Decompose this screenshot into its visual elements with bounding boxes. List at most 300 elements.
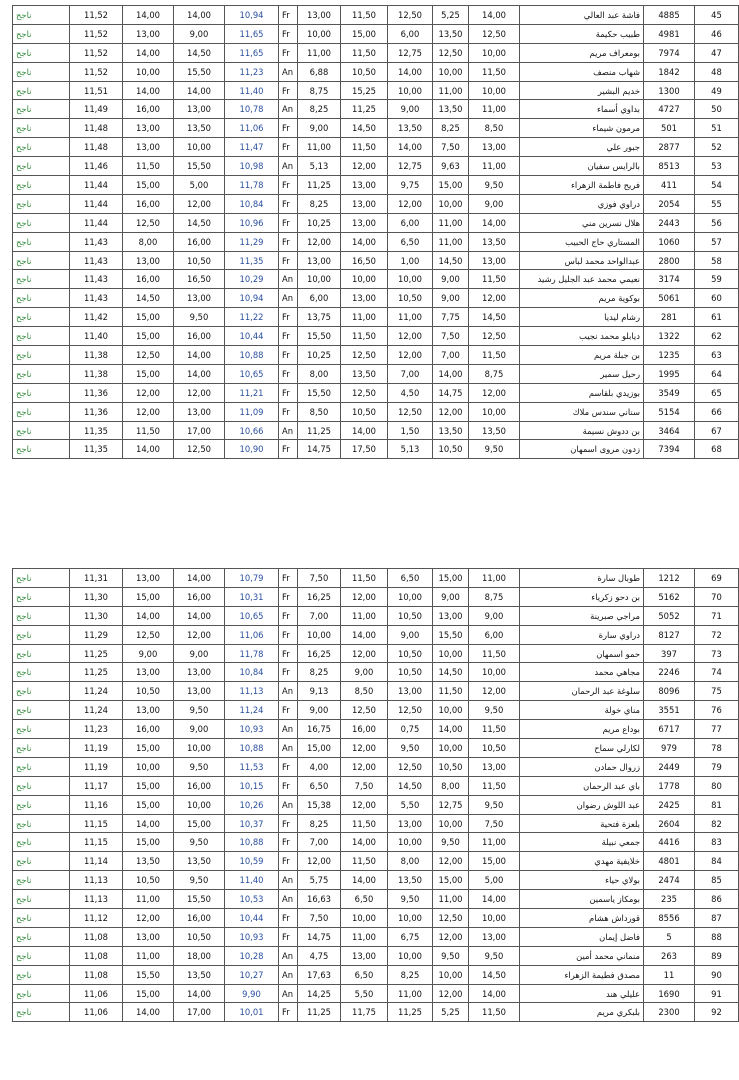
grade-cell: 6,50 [341,965,388,984]
average-cell: 11,06 [70,984,123,1003]
grade-cell: 7,50 [469,814,520,833]
table-row [13,383,739,402]
grade-cell: 11,00 [433,81,469,100]
student-name-cell: بن جبلة مريم [520,346,644,365]
table-row [13,909,739,928]
score-cell: 11,53 [225,757,279,776]
average-cell: 11,36 [70,402,123,421]
grade-cell: 15,50 [174,890,225,909]
status-cell: ناجح [13,346,70,365]
grade-cell: 14,50 [469,308,520,327]
table-row [13,890,739,909]
grade-cell: 12,00 [388,327,433,346]
grade-cell: 12,00 [469,289,520,308]
table-row [13,984,739,1003]
grade-cell: 13,50 [174,852,225,871]
student-name-cell: جمعي نبيلة [520,833,644,852]
language-cell: An [279,100,298,119]
language-cell: An [279,946,298,965]
student-id-cell: 2443 [644,213,695,232]
rank-cell: 84 [695,852,739,871]
grade-cell: 15,00 [123,833,174,852]
student-id-cell: 4727 [644,100,695,119]
language-cell: Fr [279,6,298,25]
grade-cell: 14,00 [123,6,174,25]
student-name-cell: نعيمي محمد عبد الجليل رشيد [520,270,644,289]
grade-cell: 11,00 [469,100,520,119]
student-id-cell: 2800 [644,251,695,270]
table-row [13,701,739,720]
average-cell: 11,44 [70,194,123,213]
rank-cell: 76 [695,701,739,720]
grade-cell: 7,75 [433,308,469,327]
average-cell: 11,25 [70,644,123,663]
status-cell: ناجح [13,440,70,459]
average-cell: 11,43 [70,232,123,251]
grade-cell: 14,50 [123,289,174,308]
average-cell: 11,52 [70,43,123,62]
grade-cell: 9,50 [174,308,225,327]
grade-cell: 9,00 [469,194,520,213]
average-cell: 11,24 [70,701,123,720]
status-cell: ناجح [13,6,70,25]
status-cell: ناجح [13,739,70,758]
average-cell: 11,43 [70,270,123,289]
rank-cell: 82 [695,814,739,833]
grade-cell: 9,50 [174,833,225,852]
grade-cell: 11,00 [388,308,433,327]
rank-cell: 48 [695,62,739,81]
grade-cell: 8,75 [298,81,341,100]
average-cell: 11,13 [70,890,123,909]
grade-cell: 11,25 [388,1003,433,1022]
student-name-cell: بولاي حياء [520,871,644,890]
rank-cell: 68 [695,440,739,459]
grade-cell: 10,00 [298,24,341,43]
student-id-cell: 8127 [644,625,695,644]
student-id-cell: 979 [644,739,695,758]
status-cell: ناجح [13,984,70,1003]
grade-cell: 12,50 [388,402,433,421]
grade-cell: 14,00 [469,890,520,909]
student-name-cell: فاضل إيمان [520,927,644,946]
grade-cell: 11,50 [341,6,388,25]
student-name-cell: زروال حمادن [520,757,644,776]
rank-cell: 90 [695,965,739,984]
student-name-cell: بلعزة فتحية [520,814,644,833]
status-cell: ناجح [13,663,70,682]
student-name-cell: ديابلو محمد نجيب [520,327,644,346]
table-row [13,251,739,270]
grade-cell: 7,00 [298,606,341,625]
student-id-cell: 5154 [644,402,695,421]
grade-cell: 10,00 [433,965,469,984]
student-name-cell: خلايفية مهدي [520,852,644,871]
grade-cell: 13,00 [123,663,174,682]
student-name-cell: هلال نسرين مني [520,213,644,232]
grade-cell: 13,50 [469,232,520,251]
grade-cell: 7,50 [433,327,469,346]
grade-cell: 7,00 [388,364,433,383]
student-id-cell: 5061 [644,289,695,308]
grade-cell: 13,00 [469,138,520,157]
average-cell: 11,31 [70,569,123,588]
grade-cell: 13,00 [123,251,174,270]
grade-cell: 16,50 [174,270,225,289]
grade-cell: 14,50 [433,663,469,682]
grade-cell: 6,50 [388,232,433,251]
rank-cell: 66 [695,402,739,421]
rank-cell: 70 [695,587,739,606]
status-cell: ناجح [13,795,70,814]
student-id-cell: 2425 [644,795,695,814]
table-row [13,871,739,890]
grade-cell: 11,00 [341,606,388,625]
grade-cell: 12,00 [123,909,174,928]
table-row [13,346,739,365]
student-name-cell: بوداع مريم [520,720,644,739]
average-cell: 11,35 [70,440,123,459]
grade-cell: 11,00 [388,984,433,1003]
grade-cell: 9,00 [341,663,388,682]
grade-cell: 8,00 [433,776,469,795]
average-cell: 11,44 [70,176,123,195]
student-id-cell: 1778 [644,776,695,795]
average-cell: 11,14 [70,852,123,871]
score-cell: 10,88 [225,739,279,758]
grade-cell: 12,75 [388,43,433,62]
grade-cell: 14,00 [341,232,388,251]
grade-cell: 10,00 [174,138,225,157]
student-name-cell: عليلي هند [520,984,644,1003]
grade-cell: 10,00 [388,270,433,289]
status-cell: ناجح [13,1003,70,1022]
grade-cell: 6,75 [388,927,433,946]
grade-cell: 9,00 [298,701,341,720]
rank-cell: 54 [695,176,739,195]
grade-cell: 15,00 [123,364,174,383]
language-cell: Fr [279,606,298,625]
grade-cell: 12,00 [123,383,174,402]
table-row [13,157,739,176]
grade-cell: 10,25 [298,213,341,232]
grade-cell: 14,00 [341,421,388,440]
student-id-cell: 2449 [644,757,695,776]
grade-cell: 4,00 [298,757,341,776]
grade-cell: 11,00 [298,138,341,157]
grade-cell: 12,50 [341,701,388,720]
score-cell: 9,90 [225,984,279,1003]
grade-cell: 8,50 [469,119,520,138]
grade-cell: 9,50 [388,890,433,909]
student-id-cell: 2604 [644,814,695,833]
table-row [13,814,739,833]
grade-cell: 10,50 [174,927,225,946]
student-name-cell: بلبكري مريم [520,1003,644,1022]
grade-cell: 12,00 [433,927,469,946]
table-row [13,308,739,327]
grade-cell: 8,50 [298,402,341,421]
average-cell: 11,17 [70,776,123,795]
grade-cell: 13,00 [298,251,341,270]
grade-cell: 14,00 [174,346,225,365]
status-cell: ناجح [13,587,70,606]
grade-cell: 15,50 [123,965,174,984]
grade-cell: 9,50 [469,946,520,965]
grade-cell: 13,00 [123,24,174,43]
grade-cell: 10,50 [433,440,469,459]
status-cell: ناجح [13,81,70,100]
grade-cell: 1,00 [388,251,433,270]
grade-cell: 10,00 [469,909,520,928]
grade-cell: 13,00 [123,927,174,946]
grade-cell: 15,00 [174,814,225,833]
grade-cell: 12,00 [341,795,388,814]
rank-cell: 55 [695,194,739,213]
rank-cell: 47 [695,43,739,62]
grade-cell: 12,50 [123,346,174,365]
average-cell: 11,35 [70,421,123,440]
table-row [13,625,739,644]
student-id-cell: 2054 [644,194,695,213]
status-cell: ناجح [13,644,70,663]
status-cell: ناجح [13,569,70,588]
grade-cell: 15,00 [341,24,388,43]
student-id-cell: 4981 [644,24,695,43]
grade-cell: 13,00 [298,6,341,25]
grade-cell: 13,50 [388,119,433,138]
score-cell: 10,44 [225,909,279,928]
average-cell: 11,42 [70,308,123,327]
student-name-cell: جبور علي [520,138,644,157]
rank-cell: 74 [695,663,739,682]
grade-cell: 14,00 [469,984,520,1003]
grade-cell: 7,50 [298,909,341,928]
grade-cell: 11,00 [433,890,469,909]
language-cell: Fr [279,81,298,100]
score-cell: 10,31 [225,587,279,606]
average-cell: 11,06 [70,1003,123,1022]
grade-cell: 9,50 [469,440,520,459]
grade-cell: 13,50 [388,871,433,890]
grade-cell: 10,50 [174,251,225,270]
student-id-cell: 4885 [644,6,695,25]
grade-cell: 15,50 [298,383,341,402]
language-cell: Fr [279,927,298,946]
score-cell: 10,96 [225,213,279,232]
score-cell: 10,37 [225,814,279,833]
grade-cell: 6,00 [298,289,341,308]
student-name-cell: حمو اسمهان [520,644,644,663]
score-cell: 11,40 [225,81,279,100]
grade-cell: 6,00 [469,625,520,644]
table-row [13,176,739,195]
grade-cell: 9,50 [469,795,520,814]
table-row [13,720,739,739]
grade-cell: 12,50 [469,327,520,346]
grade-cell: 13,00 [341,194,388,213]
student-id-cell: 3464 [644,421,695,440]
status-cell: ناجح [13,421,70,440]
grade-cell: 13,00 [388,814,433,833]
grade-cell: 17,63 [298,965,341,984]
score-cell: 10,94 [225,6,279,25]
score-cell: 11,78 [225,176,279,195]
student-id-cell: 3549 [644,383,695,402]
student-id-cell: 3551 [644,701,695,720]
rank-cell: 88 [695,927,739,946]
status-cell: ناجح [13,364,70,383]
grade-cell: 13,00 [341,176,388,195]
grade-cell: 10,50 [469,739,520,758]
grade-cell: 12,00 [174,625,225,644]
grade-cell: 11,50 [469,644,520,663]
rank-cell: 73 [695,644,739,663]
student-id-cell: 397 [644,644,695,663]
grade-cell: 11,50 [341,327,388,346]
status-cell: ناجح [13,138,70,157]
status-cell: ناجح [13,100,70,119]
language-cell: Fr [279,346,298,365]
grade-cell: 10,00 [433,644,469,663]
grade-cell: 5,50 [341,984,388,1003]
status-cell: ناجح [13,270,70,289]
grade-cell: 6,50 [388,569,433,588]
student-name-cell: مراجي صبرينة [520,606,644,625]
grade-cell: 11,00 [433,232,469,251]
grade-cell: 9,00 [388,625,433,644]
grade-cell: 12,50 [123,213,174,232]
score-cell: 11,40 [225,871,279,890]
student-id-cell: 8513 [644,157,695,176]
grade-cell: 15,00 [123,739,174,758]
language-cell: Fr [279,814,298,833]
grade-cell: 15,00 [123,587,174,606]
grade-cell: 14,00 [174,6,225,25]
average-cell: 11,40 [70,327,123,346]
grade-cell: 16,00 [341,720,388,739]
score-cell: 11,06 [225,119,279,138]
status-cell: ناجح [13,852,70,871]
grade-cell: 7,50 [298,569,341,588]
grade-cell: 9,13 [298,682,341,701]
student-id-cell: 263 [644,946,695,965]
student-name-cell: سناني سندس ملاك [520,402,644,421]
grade-cell: 12,75 [388,157,433,176]
grade-cell: 12,00 [388,194,433,213]
grade-cell: 16,00 [174,327,225,346]
grade-cell: 12,00 [341,157,388,176]
score-cell: 11,65 [225,43,279,62]
grade-cell: 13,50 [433,24,469,43]
grade-cell: 8,50 [341,682,388,701]
rank-cell: 75 [695,682,739,701]
grade-cell: 7,00 [298,833,341,852]
grade-cell: 6,50 [298,776,341,795]
score-cell: 10,93 [225,927,279,946]
grade-cell: 10,50 [433,757,469,776]
grade-cell: 6,00 [388,213,433,232]
grade-cell: 11,50 [341,43,388,62]
grade-cell: 14,75 [433,383,469,402]
average-cell: 11,19 [70,739,123,758]
rank-cell: 53 [695,157,739,176]
language-cell: An [279,62,298,81]
grade-cell: 13,50 [174,119,225,138]
grade-cell: 13,50 [433,100,469,119]
grade-cell: 8,25 [298,100,341,119]
table-row [13,213,739,232]
student-id-cell: 5162 [644,587,695,606]
grade-cell: 16,00 [174,587,225,606]
grade-cell: 16,00 [174,909,225,928]
rank-cell: 50 [695,100,739,119]
status-cell: ناجح [13,927,70,946]
grade-cell: 9,75 [388,176,433,195]
score-cell: 10,59 [225,852,279,871]
student-id-cell: 5052 [644,606,695,625]
average-cell: 11,16 [70,795,123,814]
grade-cell: 12,00 [433,984,469,1003]
language-cell: An [279,871,298,890]
student-name-cell: بالرايس سفيان [520,157,644,176]
grade-cell: 12,50 [174,440,225,459]
rank-cell: 80 [695,776,739,795]
table-row [13,795,739,814]
rank-cell: 62 [695,327,739,346]
grade-cell: 7,50 [341,776,388,795]
rank-cell: 83 [695,833,739,852]
table-row [13,62,739,81]
language-cell: Fr [279,232,298,251]
grade-cell: 15,00 [123,308,174,327]
table-row [13,663,739,682]
score-cell: 10,44 [225,327,279,346]
grade-cell: 14,00 [123,606,174,625]
grade-cell: 9,00 [388,100,433,119]
grade-cell: 11,00 [123,890,174,909]
score-cell: 10,26 [225,795,279,814]
student-name-cell: باي عبد الرحمان [520,776,644,795]
grade-cell: 13,50 [469,421,520,440]
grade-cell: 13,00 [469,757,520,776]
average-cell: 11,08 [70,927,123,946]
rank-cell: 87 [695,909,739,928]
rank-cell: 60 [695,289,739,308]
score-cell: 10,88 [225,346,279,365]
score-cell: 11,22 [225,308,279,327]
student-id-cell: 281 [644,308,695,327]
grade-cell: 13,00 [174,663,225,682]
score-cell: 10,93 [225,720,279,739]
grade-cell: 5,13 [388,440,433,459]
grade-cell: 11,00 [123,946,174,965]
grade-cell: 14,00 [469,213,520,232]
score-cell: 11,78 [225,644,279,663]
rank-cell: 78 [695,739,739,758]
language-cell: An [279,157,298,176]
grade-cell: 13,00 [433,606,469,625]
rank-cell: 79 [695,757,739,776]
status-cell: ناجح [13,24,70,43]
status-cell: ناجح [13,720,70,739]
grade-cell: 6,50 [341,890,388,909]
grade-cell: 10,50 [341,62,388,81]
grade-cell: 9,50 [469,176,520,195]
grade-cell: 12,00 [341,757,388,776]
rank-cell: 86 [695,890,739,909]
rank-cell: 85 [695,871,739,890]
